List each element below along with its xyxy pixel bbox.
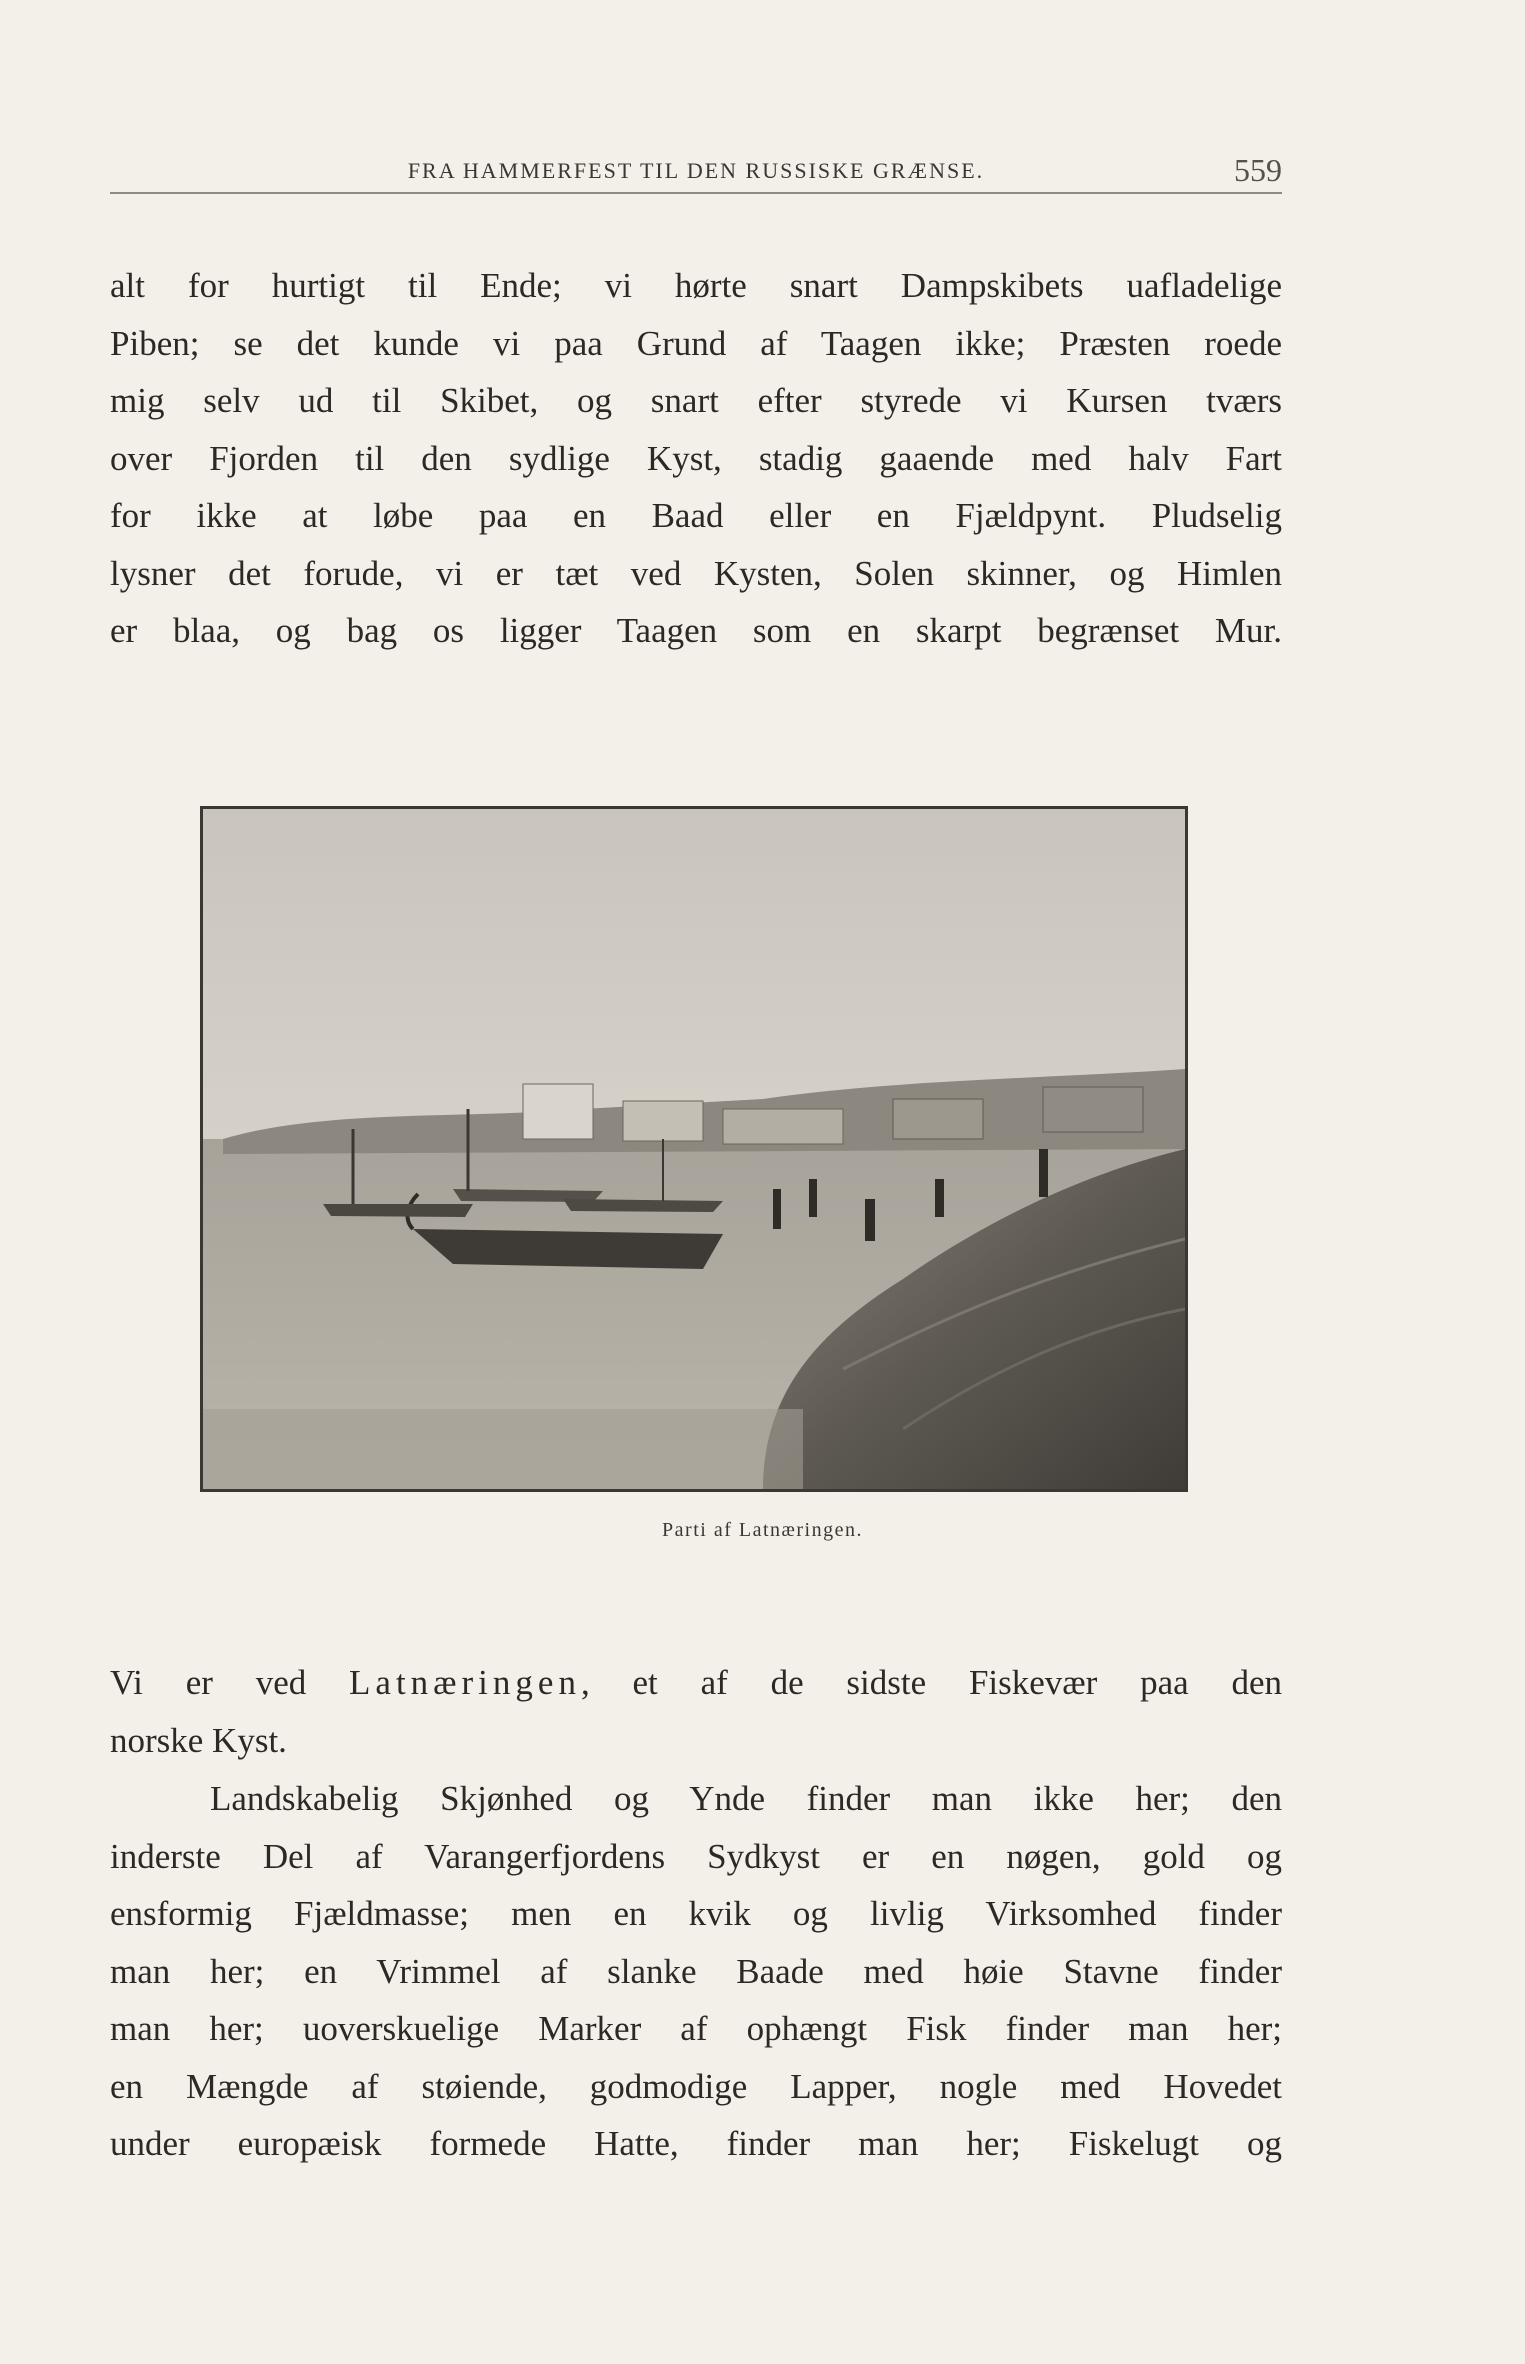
text-line: over Fjorden til den sydlige Kyst, stadig gaaende med halv Fart [110,438,1282,478]
page-number: 559 [1234,152,1282,188]
paragraph-1 [110,257,1282,660]
place-name-emphasis: Latnæringen [349,1663,581,1702]
text-line: inderste Del af Varangerfjordens Sydkyst er en nøgen, gold og [110,1836,1282,1876]
running-title: FRA HAMMERFEST TIL DEN RUSSISKE GRÆNSE. [407,158,985,183]
text-line: under europæisk formede Hatte, finder man her; Fiskelugt og [110,2124,1282,2163]
text-line: alt for hurtigt til Ende; vi hørte snart Dampskibets uafladelige [110,266,1282,305]
photo-illustration [203,809,1185,1489]
text-line [110,1654,1282,1712]
paragraph-3 [110,1770,1282,2173]
text-run: Vi er ved [110,1663,350,1702]
text-run: , et af de sidste Fiskevær paa den [580,1663,1282,1702]
text-line: en Mængde af støiende, godmodige Lapper, nogle med Hovedet [110,2066,1282,2106]
text-line: er blaa, og bag os ligger Taagen som en skarpt begrænset Mur. [110,611,1282,650]
text-line: ensformig Fjældmasse; men en kvik og livlig Virksomhed finder [110,1894,1282,1933]
text-line: norske Kyst. [110,1720,287,1760]
text-line: lysner det forude, vi er tæt ved Kysten, Solen skinner, og Himlen [110,553,1282,593]
text-line: man her; en Vrimmel af slanke Baade med høie Stavne finder [110,1951,1282,1991]
paragraph-2 [110,1654,1282,1769]
figure-caption: Parti af Latnæringen. [662,1519,863,1541]
text-line: for ikke at løbe paa en Baad eller en Fjældpynt. Pludselig [110,496,1282,535]
text-line: Landskabelig Skjønhed og Ynde finder man ikke her; den [210,1779,1282,1818]
running-header [110,152,1282,194]
text-line: Piben; se det kunde vi paa Grund af Taagen ikke; Præsten roede [110,323,1282,363]
text-line: mig selv ud til Skibet, og snart efter styrede vi Kursen tværs [110,381,1282,420]
harbor-photograph [200,806,1188,1492]
text-line: man her; uoverskuelige Marker af ophængt Fisk finder man her; [110,2009,1282,2048]
